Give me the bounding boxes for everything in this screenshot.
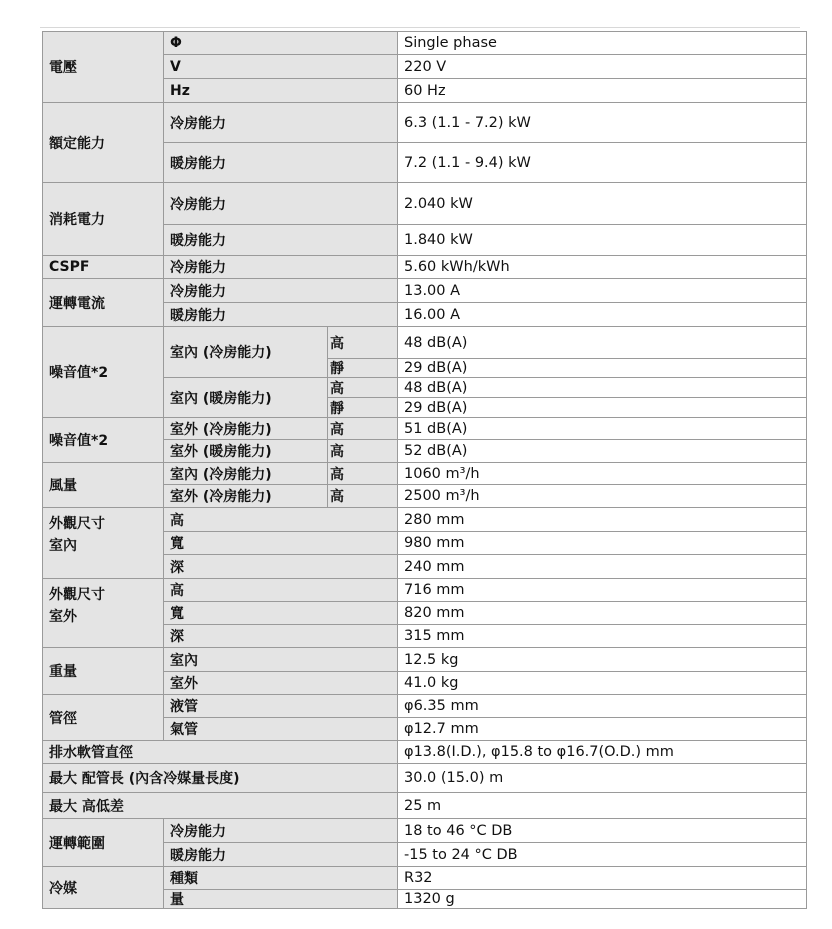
spec-value: 980 mm (398, 532, 807, 555)
mode-label: 室外 (冷房能力) (164, 485, 328, 508)
spec-value: 315 mm (398, 625, 807, 648)
spec-value: 48 dB(A) (398, 327, 807, 359)
item-label: 冷房能力 (164, 256, 398, 279)
spec-value: 60 Hz (398, 79, 807, 103)
spec-value: 7.2 (1.1 - 9.4) kW (398, 143, 807, 183)
spec-value: 716 mm (398, 579, 807, 602)
group-label: 運轉範圍 (42, 819, 164, 867)
spec-value: 29 dB(A) (398, 398, 807, 418)
spec-value: 29 dB(A) (398, 359, 807, 378)
mode-label: 室外 (暖房能力) (164, 440, 328, 463)
group-label: 運轉電流 (42, 279, 164, 327)
group-label: 外觀尺寸 室內 (42, 508, 164, 579)
spec-value: 51 dB(A) (398, 418, 807, 440)
fan-speed-label: 靜 (328, 359, 398, 378)
spec-value: 41.0 kg (398, 672, 807, 695)
spec-label: 最大 高低差 (42, 793, 398, 819)
spec-value: 13.00 A (398, 279, 807, 303)
spec-value: 52 dB(A) (398, 440, 807, 463)
item-label: 液管 (164, 695, 398, 718)
item-label: 高 (164, 508, 398, 532)
item-label: 冷房能力 (164, 183, 398, 225)
mode-label: 室外 (冷房能力) (164, 418, 328, 440)
item-label: 冷房能力 (164, 103, 398, 143)
item-label: Hz (164, 79, 398, 103)
fan-speed-label: 高 (328, 378, 398, 398)
group-label: 噪音值*2 (42, 327, 164, 418)
spec-value: φ6.35 mm (398, 695, 807, 718)
group-label: 噪音值*2 (42, 418, 164, 463)
fan-speed-label: 高 (328, 440, 398, 463)
spec-label: 排水軟管直徑 (42, 741, 398, 764)
item-label: 暖房能力 (164, 225, 398, 256)
group-label: CSPF (42, 256, 164, 279)
item-label: V (164, 55, 398, 79)
spec-value: 16.00 A (398, 303, 807, 327)
spec-value: 1.840 kW (398, 225, 807, 256)
spec-value: 6.3 (1.1 - 7.2) kW (398, 103, 807, 143)
fan-speed-label: 高 (328, 463, 398, 485)
spec-value: -15 to 24 °C DB (398, 843, 807, 867)
spec-label: 最大 配管長 (內含冷媒量長度) (42, 764, 398, 793)
fan-speed-label: 高 (328, 418, 398, 440)
mode-label: 室內 (冷房能力) (164, 463, 328, 485)
spec-value: 48 dB(A) (398, 378, 807, 398)
spec-value: φ12.7 mm (398, 718, 807, 741)
item-label: 深 (164, 625, 398, 648)
fan-speed-label: 高 (328, 485, 398, 508)
spec-value: R32 (398, 867, 807, 890)
item-label: 冷房能力 (164, 819, 398, 843)
group-label: 外觀尺寸 室外 (42, 579, 164, 648)
spec-value: φ13.8(I.D.), φ15.8 to φ16.7(O.D.) mm (398, 741, 807, 764)
spec-value: 820 mm (398, 602, 807, 625)
group-label: 冷媒 (42, 867, 164, 909)
fan-speed-label: 高 (328, 327, 398, 359)
group-label: 重量 (42, 648, 164, 695)
spec-value: 220 V (398, 55, 807, 79)
group-label: 風量 (42, 463, 164, 508)
item-label: 寬 (164, 532, 398, 555)
spec-value: 2500 m³/h (398, 485, 807, 508)
spec-value: 5.60 kWh/kWh (398, 256, 807, 279)
item-label: 暖房能力 (164, 303, 398, 327)
item-label: 種類 (164, 867, 398, 890)
spec-value: 280 mm (398, 508, 807, 532)
group-label: 額定能力 (42, 103, 164, 183)
mode-label: 室內 (暖房能力) (164, 378, 328, 418)
spec-value: Single phase (398, 31, 807, 55)
item-label: 室外 (164, 672, 398, 695)
spec-value: 25 m (398, 793, 807, 819)
spec-value: 30.0 (15.0) m (398, 764, 807, 793)
item-label: 深 (164, 555, 398, 579)
spec-value: 1320 g (398, 890, 807, 909)
fan-speed-label: 靜 (328, 398, 398, 418)
item-label: 冷房能力 (164, 279, 398, 303)
item-label: 暖房能力 (164, 143, 398, 183)
top-divider (40, 27, 800, 28)
spec-value: 18 to 46 °C DB (398, 819, 807, 843)
item-label: Φ (164, 31, 398, 55)
item-label: 氣管 (164, 718, 398, 741)
item-label: 暖房能力 (164, 843, 398, 867)
spec-value: 1060 m³/h (398, 463, 807, 485)
group-label: 管徑 (42, 695, 164, 741)
spec-value: 240 mm (398, 555, 807, 579)
item-label: 量 (164, 890, 398, 909)
spec-value: 2.040 kW (398, 183, 807, 225)
item-label: 室內 (164, 648, 398, 672)
group-label: 消耗電力 (42, 183, 164, 256)
spec-value: 12.5 kg (398, 648, 807, 672)
group-label: 電壓 (42, 31, 164, 103)
mode-label: 室內 (冷房能力) (164, 327, 328, 378)
spec-table (42, 31, 807, 909)
item-label: 高 (164, 579, 398, 602)
item-label: 寬 (164, 602, 398, 625)
